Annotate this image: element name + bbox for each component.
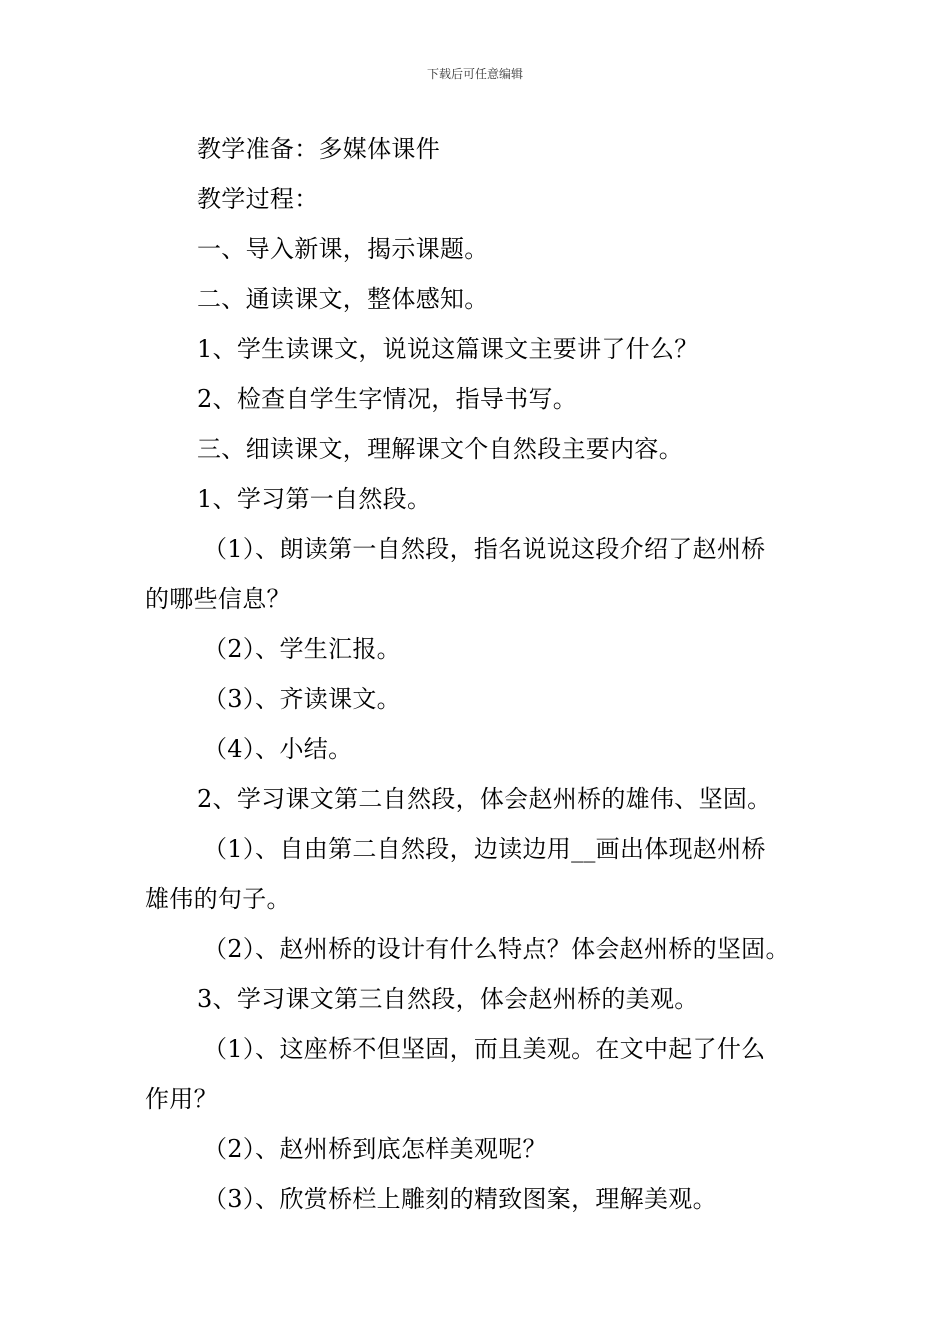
section-heading: 一、导入新课，揭示课题。	[197, 235, 489, 263]
sub-step-continuation: 雄伟的句子。	[145, 885, 291, 913]
numbered-step: 2、学习课文第二自然段，体会赵州桥的雄伟、坚固。	[197, 785, 772, 813]
lesson-process-heading: 教学过程：	[197, 185, 319, 213]
section-heading: 三、细读课文，理解课文个自然段主要内容。	[197, 435, 683, 463]
numbered-step: 3、学习课文第三自然段，体会赵州桥的美观。	[197, 985, 699, 1013]
sub-step: （3）、齐读课文。	[203, 685, 401, 713]
sub-step: （2）、学生汇报。	[203, 635, 401, 663]
lesson-body	[145, 124, 815, 1224]
sub-step: （3）、欣赏桥栏上雕刻的精致图案，理解美观。	[203, 1185, 717, 1213]
lesson-preparation: 教学准备：多媒体课件	[197, 135, 440, 163]
sub-step-continuation: 的哪些信息？	[145, 585, 291, 613]
numbered-step: 1、学生读课文，说说这篇课文主要讲了什么？	[197, 335, 699, 363]
sub-step: （4）、小结。	[203, 735, 353, 763]
numbered-step: 2、检查自学生字情况，指导书写。	[197, 385, 578, 413]
sub-step: （1）、自由第二自然段，边读边用__画出体现赵州桥	[203, 835, 766, 863]
sub-step: （1）、这座桥不但坚固，而且美观。在文中起了什么	[203, 1035, 766, 1063]
sub-step: （2）、赵州桥到底怎样美观呢？	[203, 1135, 547, 1163]
section-heading: 二、通读课文，整体感知。	[197, 285, 489, 313]
sub-step: （1）、朗读第一自然段，指名说说这段介绍了赵州桥	[203, 535, 766, 563]
sub-step-continuation: 作用？	[145, 1085, 218, 1113]
page-header: 下载后可任意编辑	[426, 67, 523, 81]
sub-step: （2）、赵州桥的设计有什么特点？体会赵州桥的坚固。	[203, 935, 790, 963]
numbered-step: 1、学习第一自然段。	[197, 485, 432, 513]
